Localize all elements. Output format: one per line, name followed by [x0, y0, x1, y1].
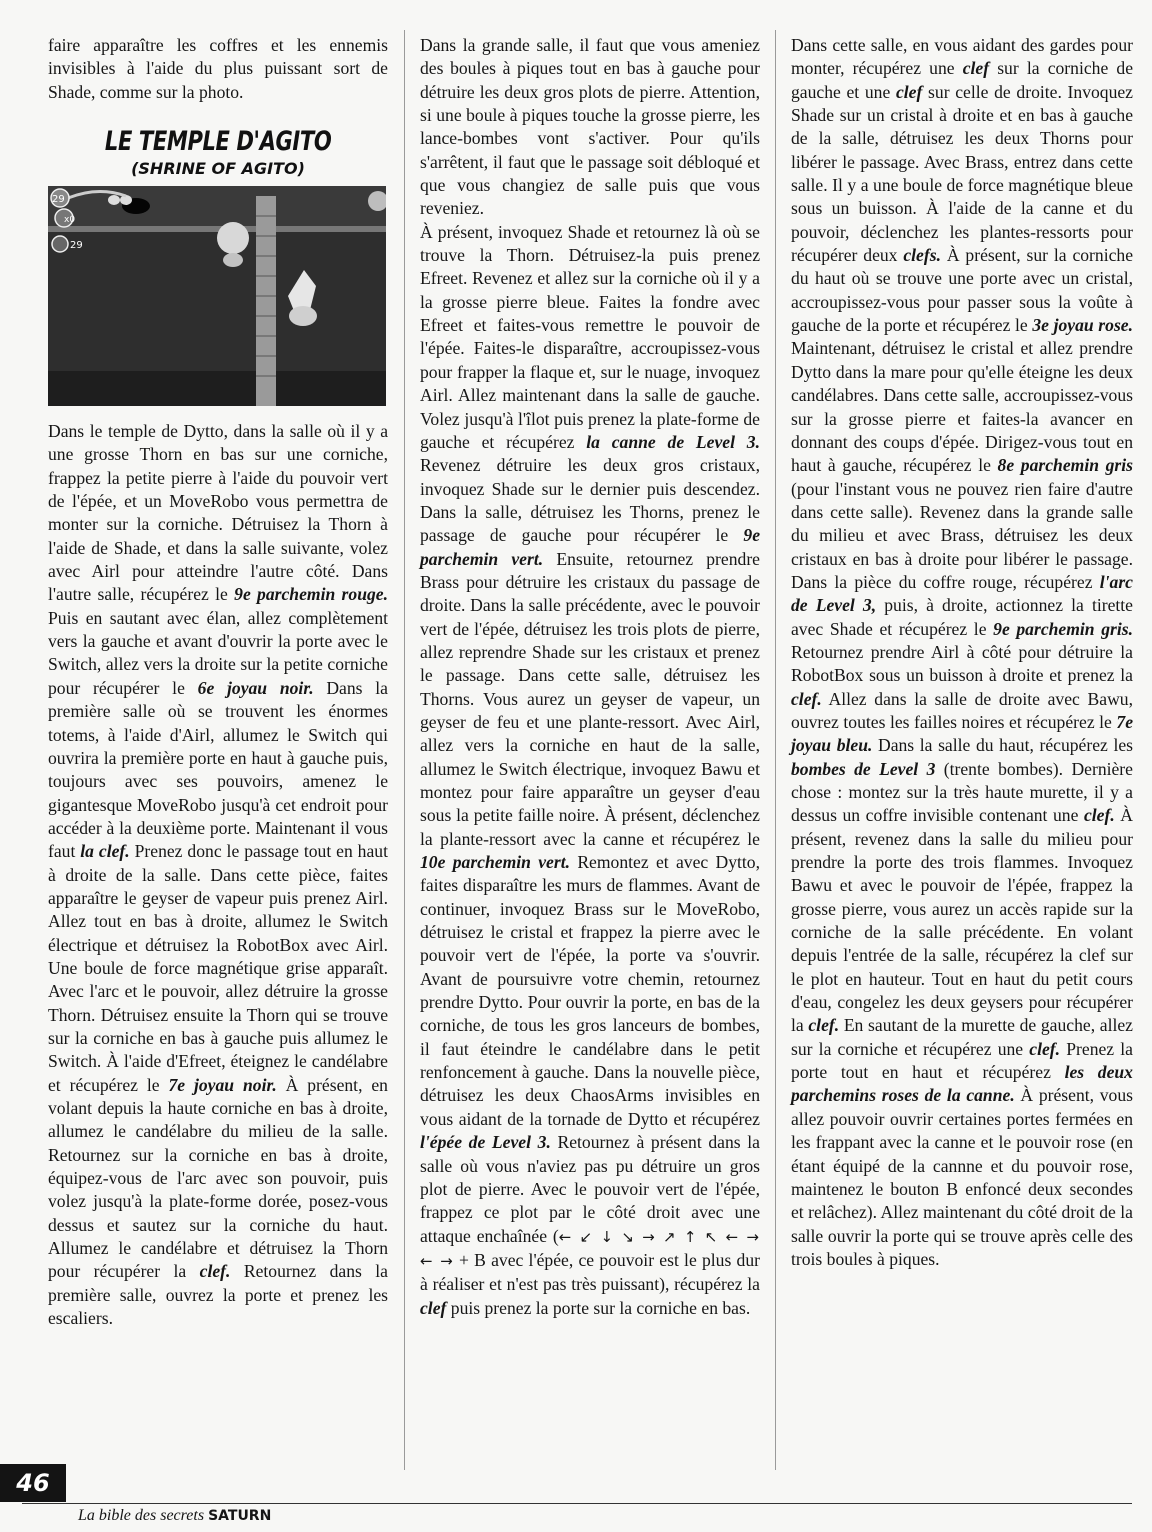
hud-item-count: x0: [64, 215, 76, 226]
page-number: 46: [0, 1464, 66, 1502]
body-paragraph: À présent, invoquez Shade et retournez là où se trouve la Thorn. Détruisez-la puis prenez Efreet. Revenez et allez sur la corniche où il y a la grosse pierre bleue. Faites la fondre avec Efreet et faites-vous remettre le pouvoir de l'épée. Faites-le disparaître, accroupissez-vous pour frapper la flaque et, sur le nuage, invoquez Airl. Allez maintenant dans la salle de gauche. Volez jusqu'à l'îlot puis prenez la plate-forme de gauche et récupérez la canne de Level 3. Revenez détruire les deux gros cristaux, invoquez Shade sur le dernier puis descendez. Dans la salle, détruisez les Thorns, prenez le passage de gauche pour récupérer le 9e parchemin vert. Ensuite, retournez prendre Brass pour détruire les cristaux du passage de droite. Dans la salle précédente, avec le pouvoir vert de l'épée, détruisez les trois plots de pierre, allez reprendre Shade sur les cristaux et prenez le passage. Dans cette salle, détruisez les Thorns. Vous aurez un geyser de vapeur, un geyser de feu et une plante-ressort. Avec Airl, allez vers la corniche en haut de la salle, allumez le Switch électrique, invoquez Bawu et montez pour faire apparaître un geyser d'eau sous la petite faille noire. À présent, déclenchez la plante-ressort avec la canne et récupérez le 10e parchemin vert. Remontez et avec Dytto, faites disparaître les murs de flammes. Avant de continuer, invoquez Brass sur le MoveRobo, détruisez le cristal et frappez la pierre avec le pouvoir vert de l'épée, la porte va s'ouvrir. Avant de poursuivre votre chemin, retournez prendre Dytto. Pour ouvrir la porte, en bas de la corniche, de tous les gros lanceurs de bombes, il faut éteindre le candélabre dans le petit renfoncement à gauche. Dans la nouvelle pièce, détruisez les deux ChaosArms invisibles en vous aidant de la tornade de Dytto et récupérez l'épée de Level 3. Retournez à présent dans la salle où vous n'aviez pas pu détruire un gros plot de pierre. Avec le pouvoir vert de l'épée, frappez ce plot par le côté droit avec une attaque enchaînée (← ↙ ↓ ↘ → ↗ ↑ ↖ ← → ← → + B avec l'épée, ce pouvoir est le plus dur à réaliser et n'est pas très puissant), récupérez la clef puis prenez la porte sur la corniche en bas.: [420, 221, 761, 1318]
hud-health-value: 29: [52, 194, 65, 206]
section-title: LE TEMPLE D'AGITO: [104, 126, 332, 158]
column-3: [791, 34, 1133, 1271]
intro-paragraph: faire apparaître les coffres et les ennemis invisibles à l'aide du plus puissant sort de Shade, comme sur la photo.: [48, 35, 388, 102]
hud-magic-value: 29: [70, 240, 83, 252]
column-2: [420, 34, 760, 1320]
column-rule: [404, 30, 405, 1470]
body-paragraph: Dans le temple de Dytto, dans la salle où il y a une grosse Thorn en bas sur une corniche, frappez la petite pierre à l'aide du pouvoir vert de l'épée, et un MoveRobo vous permettra de monter sur la corniche. Détruisez la Thorn à l'aide de Shade, et dans la salle suivante, volez avec Airl pour atteindre l'autre côté. Dans l'autre salle, récupérez le 9e parchemin rouge. Puis en sautant avec élan, allez complètement vers la gauche et avant d'ouvrir la porte avec le Switch, allez vers la droite sur la petite corniche pour récupérer le 6e joyau noir. Dans la première salle où se trouvent les énormes totems, à l'aide d'Airl, allumez le Switch qui ouvrira la première porte en haut à gauche puis, toujours avec ses pouvoirs, amenez le gigantesque MoveRobo jusqu'à cet endroit pour accéder à la deuxième porte. Maintenant il vous faut la clef. Prenez donc le passage tout en haut à droite de la salle. Dans cette pièce, faites apparaître le geyser de vapeur puis prenez Airl. Allez tout en bas à droite, allumez le Switch électrique et détruisez la RobotBox avec Airl. Une boule de force magnétique grise apparaît. Avec l'arc et le pouvoir, allez détruire la grosse Thorn. Détruisez ensuite la Thorn qui se trouve sur la corniche en bas à gauche puis allumez le Switch. À l'aide d'Efreet, éteignez le candélabre et récupérez le 7e joyau noir. À présent, en volant depuis la haute corniche en bas à droite, allumez le candélabre du milieu de la salle. Retournez sur la corniche en bas à droite, équipez-vous de l'arc avec son pouvoir, puis volez jusqu'à la plate-forme dorée, posez-vous dessus et sautez sur la corniche du haut. Allumez le candélabre et détruisez la Thorn pour récupérer la clef. Retournez dans la première salle, ouvrez la porte et prenez les escaliers.: [48, 421, 388, 1329]
column-1: [48, 34, 388, 1330]
body-paragraph: Dans la grande salle, il faut que vous ameniez des boules à piques tout en bas à gauche pour détruire les deux gros plots de pierre. Attention, si une boule à piques touche la grosse pierre, les lance-bombes vont s'activer. Pour qu'ils s'arrêtent, il faut que le passage soit débloqué et que vous changiez de salle puis que vous reveniez.: [420, 35, 760, 219]
footer-title: [78, 1504, 271, 1528]
section-subtitle: (SHRINE OF AGITO): [131, 159, 305, 179]
combo-arrows: ← ↙ ↓ ↘ → ↗ ↑ ↖ ← → ← →: [420, 1227, 760, 1270]
section-header: [48, 126, 388, 180]
game-screenshot: [48, 186, 386, 406]
body-paragraph: Dans cette salle, en vous aidant des gardes pour monter, récupérez une clef sur la corniche de gauche et une clef sur celle de droite. Invoquez Shade sur un cristal à droite et en bas à gauche de la salle, détruisez les deux Thorns pour libérer le passage. Avec Brass, entrez dans cette salle. Il y a une boule de force magnétique bleue sous un buisson. À l'aide de la canne et du pouvoir, déclenchez les plantes-ressorts pour récupérer deux clefs. À présent, sur la corniche du haut où se trouve une porte avec un cristal, accroupissez-vous pour passer sous la voûte à gauche de la porte et récupérez le 3e joyau rose. Maintenant, détruisez le cristal et allez prendre Dytto dans la mare pour qu'elle éteigne les deux candélabres. Dans cette salle, accroupissez-vous sur la grosse pierre et faites-la avancer en donnant des coups d'épée. Dirigez-vous tout en haut à gauche, récupérez le 8e parchemin gris (pour l'instant vous ne pouvez rien faire d'autre dans cette salle). Revenez dans la grande salle du milieu et avec Brass, détruisez les deux cristaux en bas à droite pour libérer le passage. Dans la pièce du coffre rouge, récupérez l'arc de Level 3, puis, à droite, actionnez la tirette avec Shade et récupérez le 9e parchemin gris. Retournez prendre Airl à côté pour détruire la RobotBox sous un buisson à droite et prenez la clef. Allez dans la salle de droite avec Bawu, ouvrez toutes les failles noires et récupérez le 7e joyau bleu. Dans la salle du haut, récupérez les bombes de Level 3 (trente bombes). Dernière chose : montez sur la très haute murette, il y a dessus un coffre invisible contenant une clef. À présent, revenez dans la salle du milieu pour prendre la porte des trois flammes. Invoquez Bawu et avec le pouvoir de l'épée, frappez la grosse pierre, vous aurez un accès rapide sur la corniche de la salle précédente. En volant depuis l'entrée de la salle, récupérez la clef sur le plot en hauteur. Tout en haut du petit cours d'eau, congelez les deux geysers pour récupérer la clef. En sautant de la murette de gauche, allez sur la corniche et récupérez une clef. Prenez la porte tout en haut et récupérez les deux parchemins roses de la canne. À présent, vous allez pouvoir ouvrir certaines portes fermées en les frappant avec la canne et le pouvoir rose (en étant équipé de la cannne et du pouvoir rose, maintenez le bouton B enfoncé deux secondes et relâchez). Allez maintenant du côté droit de la salle ouvrir la porte qui se trouve après celle des trois boules à piques.: [791, 35, 1134, 1269]
column-rule: [775, 30, 776, 1470]
game-scene-image: [48, 186, 386, 406]
footer-brand: SATURN: [208, 1508, 272, 1524]
footer-title-text: La bible des secrets: [78, 1507, 205, 1524]
